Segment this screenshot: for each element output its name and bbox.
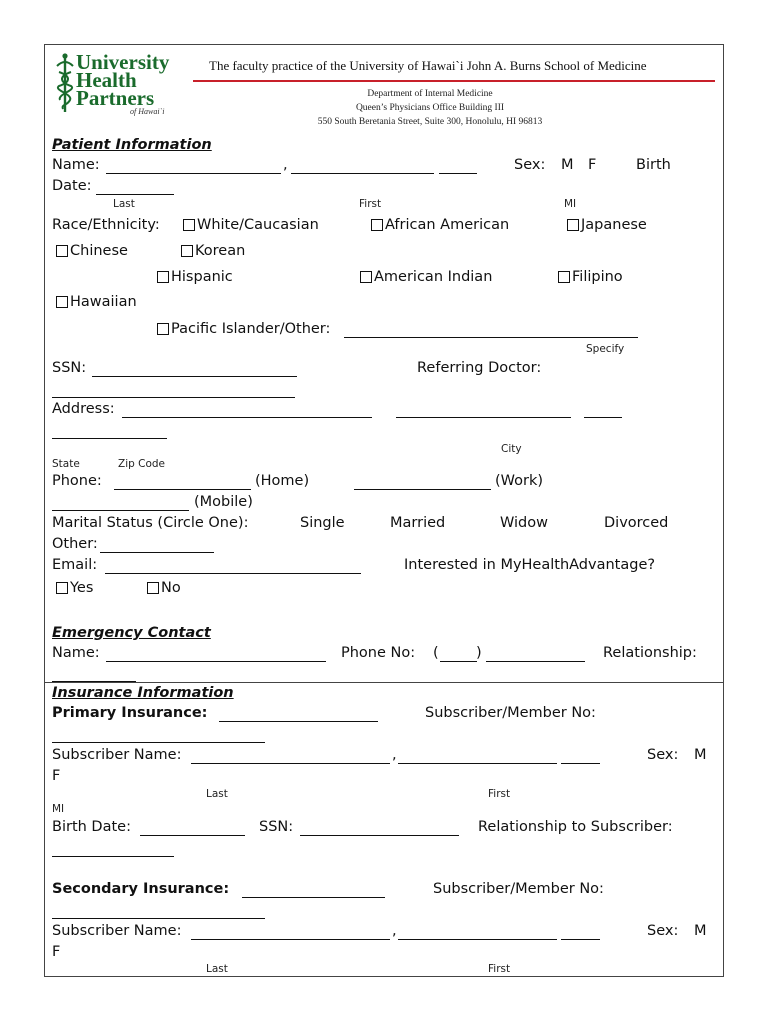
secondary-member-field[interactable] <box>52 918 265 919</box>
header-tagline: The faculty practice of the University of Hawai`i John A. Burns School of Medicine <box>209 58 647 73</box>
secondary-subscriber-first-field[interactable] <box>398 939 557 940</box>
marital-single[interactable]: Single <box>300 515 345 531</box>
patient-date-label: Date: <box>52 178 92 194</box>
emergency-relationship-field[interactable] <box>52 681 136 682</box>
secondary-subscriber-comma: , <box>392 923 397 939</box>
marital-married[interactable]: Married <box>390 515 446 531</box>
primary-subscriber-last-field[interactable] <box>191 763 390 764</box>
emergency-section-title: Emergency Contact <box>52 625 211 641</box>
secondary-subscriber-mi-field[interactable] <box>561 939 600 940</box>
primary-subscriber-comma: , <box>392 747 397 763</box>
zip-caption: Zip Code <box>118 458 165 470</box>
primary-insurance-label: Primary Insurance: <box>52 705 208 721</box>
secondary-sex-f[interactable]: F <box>52 944 61 960</box>
emergency-phone-field[interactable] <box>486 661 585 662</box>
primary-relationship-label: Relationship to Subscriber: <box>478 819 673 835</box>
secondary-sex-label: Sex: <box>647 923 679 939</box>
patient-sex-label: Sex: <box>514 157 546 173</box>
header-building: Queen’s Physicians Office Building III <box>355 103 505 113</box>
race-hawaiian-checkbox[interactable] <box>56 296 68 308</box>
insurance-section-title: Insurance Information <box>52 685 234 701</box>
secondary-member-label: Subscriber/Member No: <box>433 881 604 897</box>
section-divider <box>44 682 724 683</box>
emergency-area-code-field[interactable] <box>440 661 477 662</box>
primary-ssn-field[interactable] <box>300 835 459 836</box>
patient-ssn-field[interactable] <box>92 376 297 377</box>
secondary-sex-m[interactable]: M <box>694 923 707 939</box>
logo-text-partners: Partners <box>76 86 155 110</box>
email-field[interactable] <box>105 573 361 574</box>
patient-sex-m[interactable]: M <box>561 157 574 173</box>
race-korean-label: Korean <box>195 243 246 259</box>
race-chinese-label: Chinese <box>70 243 128 259</box>
race-hispanic-checkbox[interactable] <box>157 271 169 283</box>
race-hawaiian-label: Hawaiian <box>70 294 137 310</box>
patient-mi-caption: MI <box>564 198 577 210</box>
address-zip-field[interactable] <box>52 438 167 439</box>
header-red-rule <box>193 80 715 82</box>
race-hispanic-label: Hispanic <box>171 269 233 285</box>
address-city-field[interactable] <box>396 417 571 418</box>
primary-member-field[interactable] <box>52 742 265 743</box>
primary-member-label: Subscriber/Member No: <box>425 705 596 721</box>
patient-sex-f[interactable]: F <box>588 157 597 173</box>
phone-label: Phone: <box>52 473 102 489</box>
primary-sex-f[interactable]: F <box>52 768 61 784</box>
patient-mi-field[interactable] <box>439 173 477 174</box>
secondary-first-caption: First <box>488 963 511 975</box>
marital-divorced[interactable]: Divorced <box>604 515 669 531</box>
patient-first-name-field[interactable] <box>291 173 434 174</box>
race-african-label: African American <box>385 217 510 233</box>
mobile-caption: (Mobile) <box>194 494 253 510</box>
logo-text-of-hawaii: of Hawai`i <box>130 107 165 116</box>
primary-birth-date-field[interactable] <box>140 835 245 836</box>
primary-birth-date-label: Birth Date: <box>52 819 131 835</box>
race-filipino-checkbox[interactable] <box>558 271 570 283</box>
patient-name-comma: , <box>283 157 288 173</box>
marital-other-field[interactable] <box>100 552 214 553</box>
home-phone-field[interactable] <box>114 489 251 490</box>
race-filipino-label: Filipino <box>572 269 623 285</box>
address-street-field[interactable] <box>122 417 372 418</box>
race-white-label: White/Caucasian <box>197 217 319 233</box>
patient-first-caption: First <box>359 198 382 210</box>
race-korean-checkbox[interactable] <box>181 245 193 257</box>
logo-text-university: University <box>76 50 170 74</box>
primary-subscriber-name-label: Subscriber Name: <box>52 747 182 763</box>
patient-birth-label: Birth <box>636 157 671 173</box>
race-pacific-label: Pacific Islander/Other: <box>171 321 331 337</box>
patient-section-title: Patient Information <box>52 137 212 153</box>
emergency-name-label: Name: <box>52 645 100 661</box>
referring-doctor-label: Referring Doctor: <box>417 360 542 376</box>
work-phone-field[interactable] <box>354 489 491 490</box>
race-african-checkbox[interactable] <box>371 219 383 231</box>
emergency-phone-paren-open: ( <box>433 645 439 661</box>
race-japanese-checkbox[interactable] <box>567 219 579 231</box>
secondary-insurance-label: Secondary Insurance: <box>52 881 230 897</box>
home-caption: (Home) <box>255 473 310 489</box>
specify-caption: Specify <box>586 343 625 355</box>
secondary-insurance-field[interactable] <box>242 897 385 898</box>
primary-first-caption: First <box>488 788 511 800</box>
email-label: Email: <box>52 557 98 573</box>
patient-name-label: Name: <box>52 157 100 173</box>
secondary-last-caption: Last <box>206 963 228 975</box>
mha-no-label: No <box>161 580 181 596</box>
race-american-indian-label: American Indian <box>374 269 493 285</box>
primary-last-caption: Last <box>206 788 228 800</box>
mobile-phone-field[interactable] <box>52 510 189 511</box>
referring-doctor-field[interactable] <box>52 397 295 398</box>
uhp-logo <box>54 50 184 118</box>
header-department: Department of Internal Medicine <box>367 89 493 99</box>
race-white-checkbox[interactable] <box>183 219 195 231</box>
primary-subscriber-mi-field[interactable] <box>561 763 600 764</box>
primary-insurance-field[interactable] <box>219 721 378 722</box>
emergency-relationship-label: Relationship: <box>603 645 697 661</box>
race-pacific-checkbox[interactable] <box>157 323 169 335</box>
patient-ssn-label: SSN: <box>52 360 87 376</box>
primary-subscriber-first-field[interactable] <box>398 763 557 764</box>
primary-mi-caption: MI <box>52 803 65 815</box>
emergency-name-field[interactable] <box>106 661 326 662</box>
state-caption: State <box>52 458 80 470</box>
mha-yes-checkbox[interactable] <box>56 582 68 594</box>
race-chinese-checkbox[interactable] <box>56 245 68 257</box>
mha-question: Interested in MyHealthAdvantage? <box>404 557 656 573</box>
primary-ssn-label: SSN: <box>259 819 294 835</box>
race-japanese-label: Japanese <box>581 217 647 233</box>
emergency-phone-paren-close: ) <box>476 645 482 661</box>
race-american-indian-checkbox[interactable] <box>360 271 372 283</box>
primary-sex-label: Sex: <box>647 747 679 763</box>
patient-last-name-field[interactable] <box>106 173 281 174</box>
race-specify-field[interactable] <box>344 337 638 338</box>
primary-sex-m[interactable]: M <box>694 747 707 763</box>
secondary-subscriber-name-label: Subscriber Name: <box>52 923 182 939</box>
address-state-field[interactable] <box>584 417 622 418</box>
primary-relationship-field[interactable] <box>52 856 174 857</box>
work-caption: (Work) <box>495 473 544 489</box>
address-label: Address: <box>52 401 115 417</box>
marital-status-label: Marital Status (Circle One): <box>52 515 249 531</box>
city-caption: City <box>501 443 522 455</box>
patient-birth-date-field[interactable] <box>96 194 174 195</box>
mha-yes-label: Yes <box>70 580 94 596</box>
marital-other-label: Other: <box>52 536 98 552</box>
logo-text-health: Health <box>76 68 137 92</box>
caduceus-icon <box>54 52 76 114</box>
secondary-subscriber-last-field[interactable] <box>191 939 390 940</box>
header-street: 550 South Beretania Street, Suite 300, Honolulu, HI 96813 <box>317 117 543 127</box>
patient-last-caption: Last <box>113 198 135 210</box>
emergency-phone-label: Phone No: <box>341 645 416 661</box>
marital-widow[interactable]: Widow <box>500 515 548 531</box>
mha-no-checkbox[interactable] <box>147 582 159 594</box>
race-label: Race/Ethnicity: <box>52 217 160 233</box>
